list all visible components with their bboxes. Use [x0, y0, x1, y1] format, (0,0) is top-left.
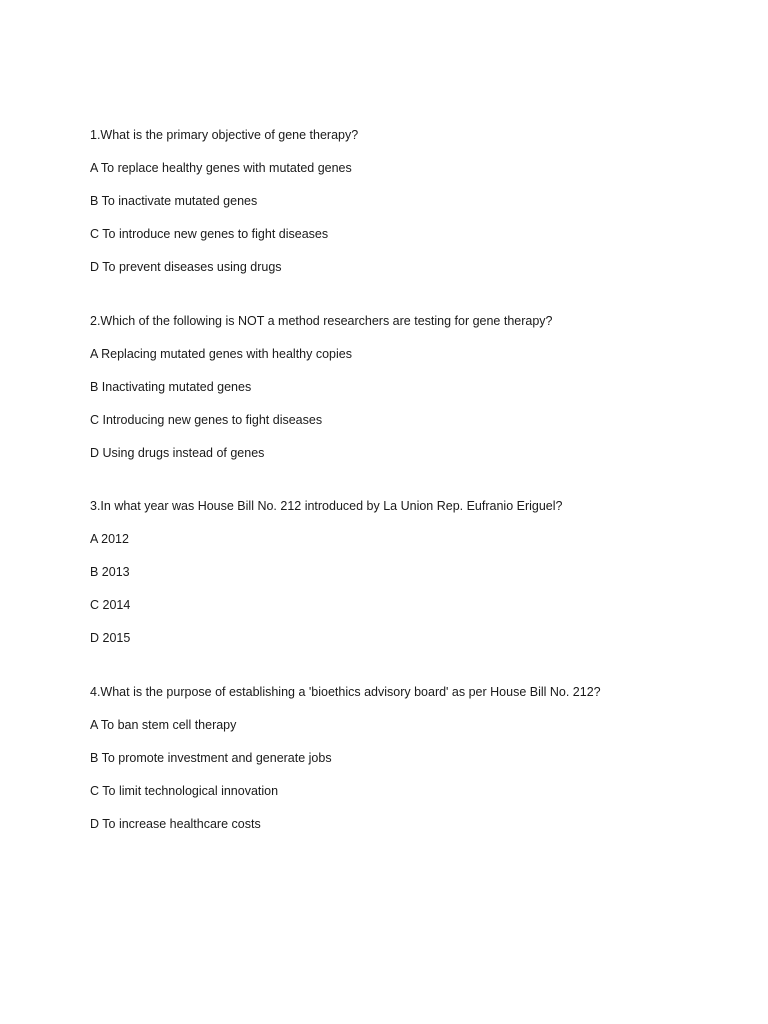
answer-option: C 2014 — [90, 598, 131, 612]
answer-option: D Using drugs instead of genes — [90, 445, 265, 460]
answer-option: D To increase healthcare costs — [90, 816, 261, 831]
answer-option: A To replace healthy genes with mutated genes — [90, 161, 352, 175]
question-block — [90, 311, 730, 463]
answer-option: B To promote investment and generate jobs — [90, 750, 332, 765]
question-block — [90, 125, 730, 277]
question-text: 1.What is the primary objective of gene therapy? — [90, 128, 359, 142]
answer-option: C To limit technological innovation — [90, 783, 279, 798]
answer-option: D 2015 — [90, 631, 131, 645]
answer-option: C To introduce new genes to fight diseases — [90, 227, 329, 241]
quiz-body — [90, 125, 730, 867]
answer-option: C Introducing new genes to fight diseases — [90, 412, 323, 427]
answer-option: A Replacing mutated genes with healthy copies — [90, 346, 352, 361]
question-block — [90, 682, 730, 834]
question-block — [90, 496, 730, 648]
answer-option: A 2012 — [90, 532, 129, 546]
answer-option: D To prevent diseases using drugs — [90, 260, 282, 274]
question-text: 2.Which of the following is NOT a method researchers are testing for gene therapy? — [90, 313, 553, 328]
answer-option: B Inactivating mutated genes — [90, 379, 252, 394]
question-text: 3.In what year was House Bill No. 212 introduced by La Union Rep. Eufranio Eriguel? — [90, 499, 563, 513]
answer-option: B To inactivate mutated genes — [90, 194, 258, 208]
answer-option: A To ban stem cell therapy — [90, 717, 237, 732]
question-text: 4.What is the purpose of establishing a 'bioethics advisory board' as per House Bill No. 212? — [90, 684, 601, 699]
answer-option: B 2013 — [90, 565, 130, 579]
